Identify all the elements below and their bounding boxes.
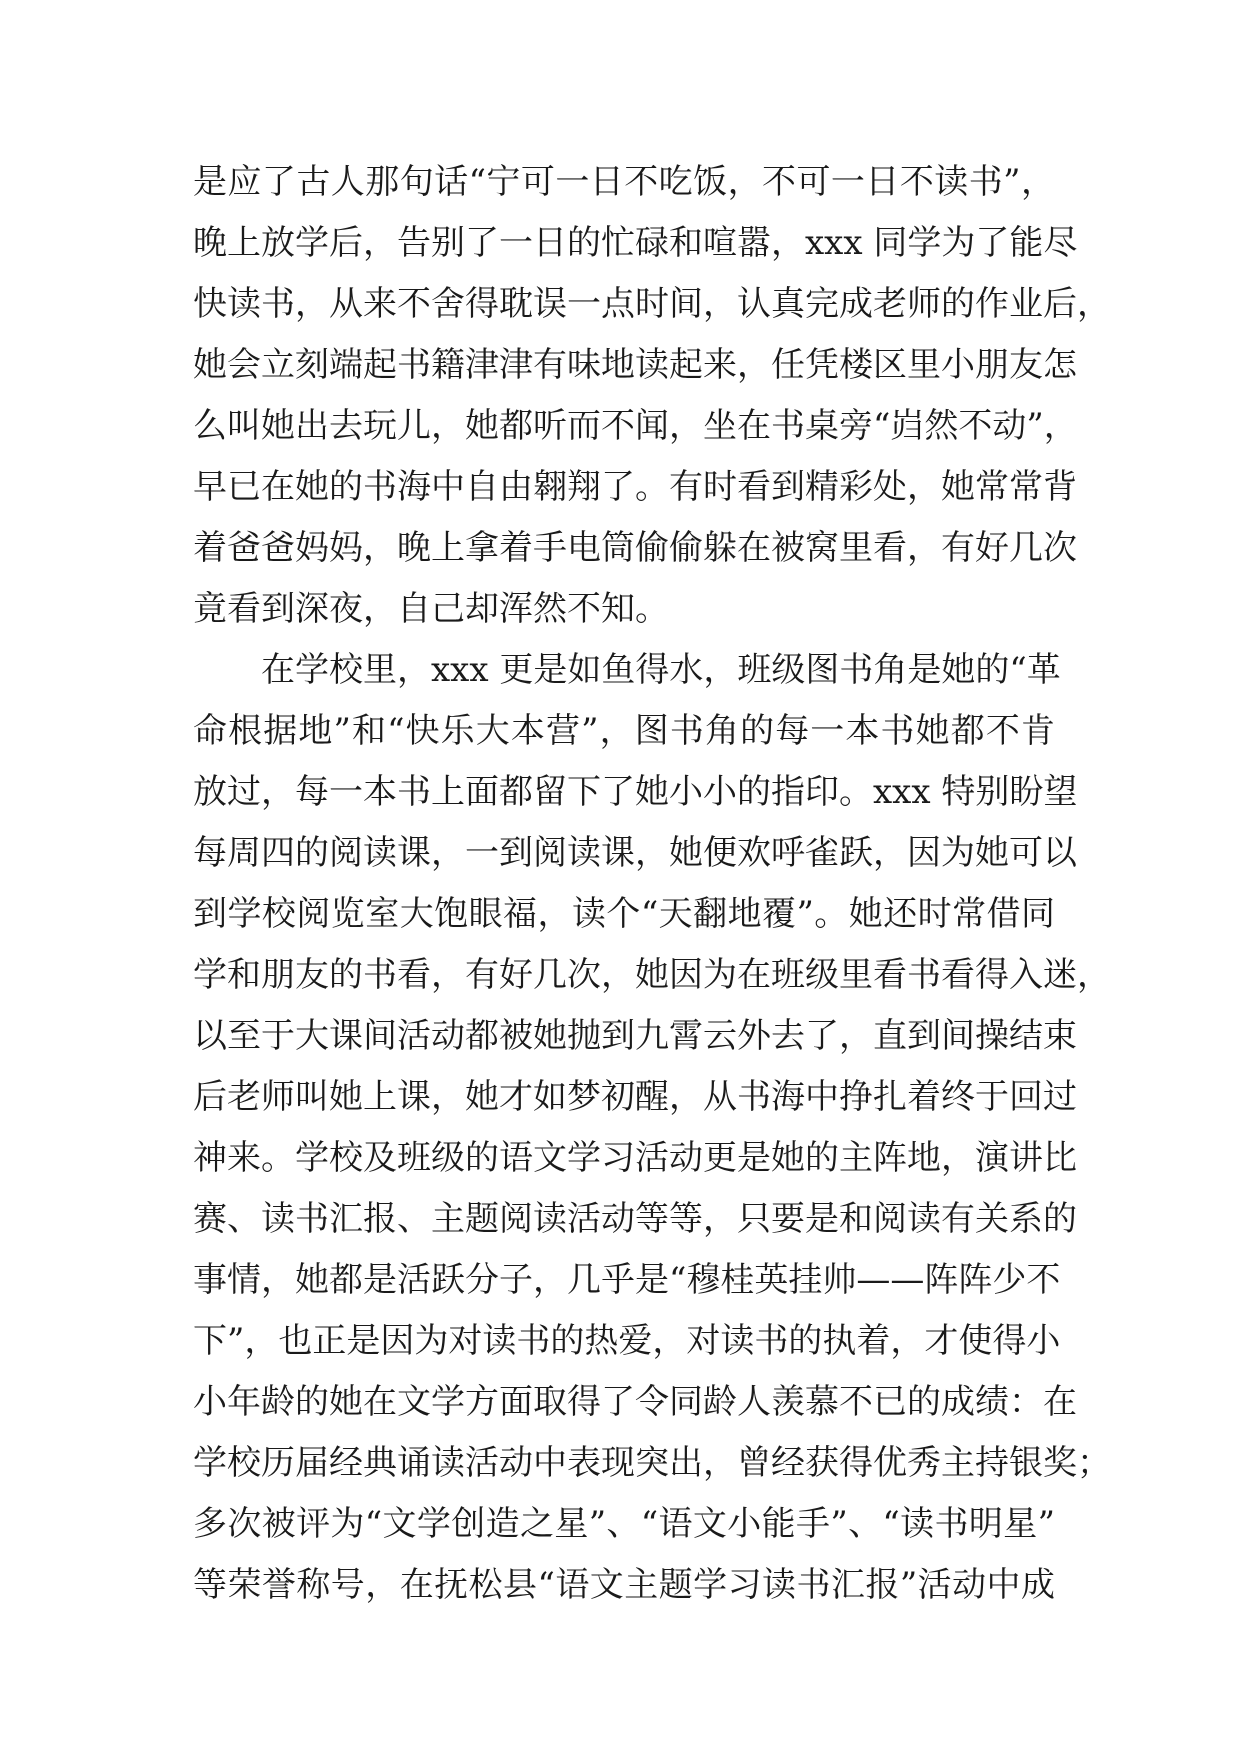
text-line: 是应了古人那句话“宁可一日不吃饭，不可一日不读书”， (193, 162, 1055, 202)
text-line: 赛、读书汇报、主题阅读活动等等，只要是和阅读有关系的 (193, 1199, 1077, 1239)
text-line: 等荣誉称号，在抚松县“语文主题学习读书汇报”活动中成 (193, 1565, 1055, 1605)
text-line: 晚上放学后，告别了一日的忙碌和喧嚣，xxx 同学为了能尽 (193, 223, 1078, 263)
text-line: 每周四的阅读课，一到阅读课，她便欢呼雀跃，因为她可以 (193, 833, 1077, 873)
text-line: 事情，她都是活跃分子，几乎是“穆桂英挂帅——阵阵少不 (193, 1260, 1061, 1300)
text-line: 快读书，从来不舍得耽误一点时间，认真完成老师的作业后， (193, 284, 1111, 324)
text-line: 下”，也正是因为对读书的热爱，对读书的执着，才使得小 (193, 1321, 1061, 1361)
text-line: 神来。学校及班级的语文学习活动更是她的主阵地，演讲比 (193, 1138, 1077, 1178)
text-line: 放过，每一本书上面都留下了她小小的指印。xxx 特别盼望 (193, 772, 1078, 812)
text-line: 多次被评为“文学创造之星”、“语文小能手”、“读书明星” (193, 1504, 1055, 1544)
text-line: 学校历届经典诵读活动中表现突出，曾经获得优秀主持银奖； (193, 1443, 1111, 1483)
text-line: 以至于大课间活动都被她抛到九霄云外去了，直到间操结束 (193, 1016, 1077, 1056)
paragraph-first-line: 在学校里，xxx 更是如鱼得水，班级图书角是她的“革 (261, 650, 1061, 690)
text-line: 早已在她的书海中自由翱翔了。有时看到精彩处，她常常背 (193, 467, 1077, 507)
text-line: 竟看到深夜，自己却浑然不知。 (193, 589, 669, 629)
text-line: 她会立刻端起书籍津津有味地读起来，任凭楼区里小朋友怎 (193, 345, 1077, 385)
body-text (193, 152, 1111, 1616)
text-line: 到学校阅览室大饱眼福，读个“天翻地覆”。她还时常借同 (193, 894, 1055, 934)
text-line: 命根据地”和“快乐大本营”，图书角的每一本书她都不肯 (193, 711, 1055, 751)
text-line: 小年龄的她在文学方面取得了令同龄人羡慕不已的成绩：在 (193, 1382, 1077, 1422)
text-line: 后老师叫她上课，她才如梦初醒，从书海中挣扎着终于回过 (193, 1077, 1077, 1117)
text-line: 么叫她出去玩儿，她都听而不闻，坐在书桌旁“岿然不动”， (193, 406, 1078, 446)
text-line: 学和朋友的书看，有好几次，她因为在班级里看书看得入迷， (193, 955, 1111, 995)
text-line: 着爸爸妈妈，晚上拿着手电筒偷偷躲在被窝里看，有好几次 (193, 528, 1077, 568)
